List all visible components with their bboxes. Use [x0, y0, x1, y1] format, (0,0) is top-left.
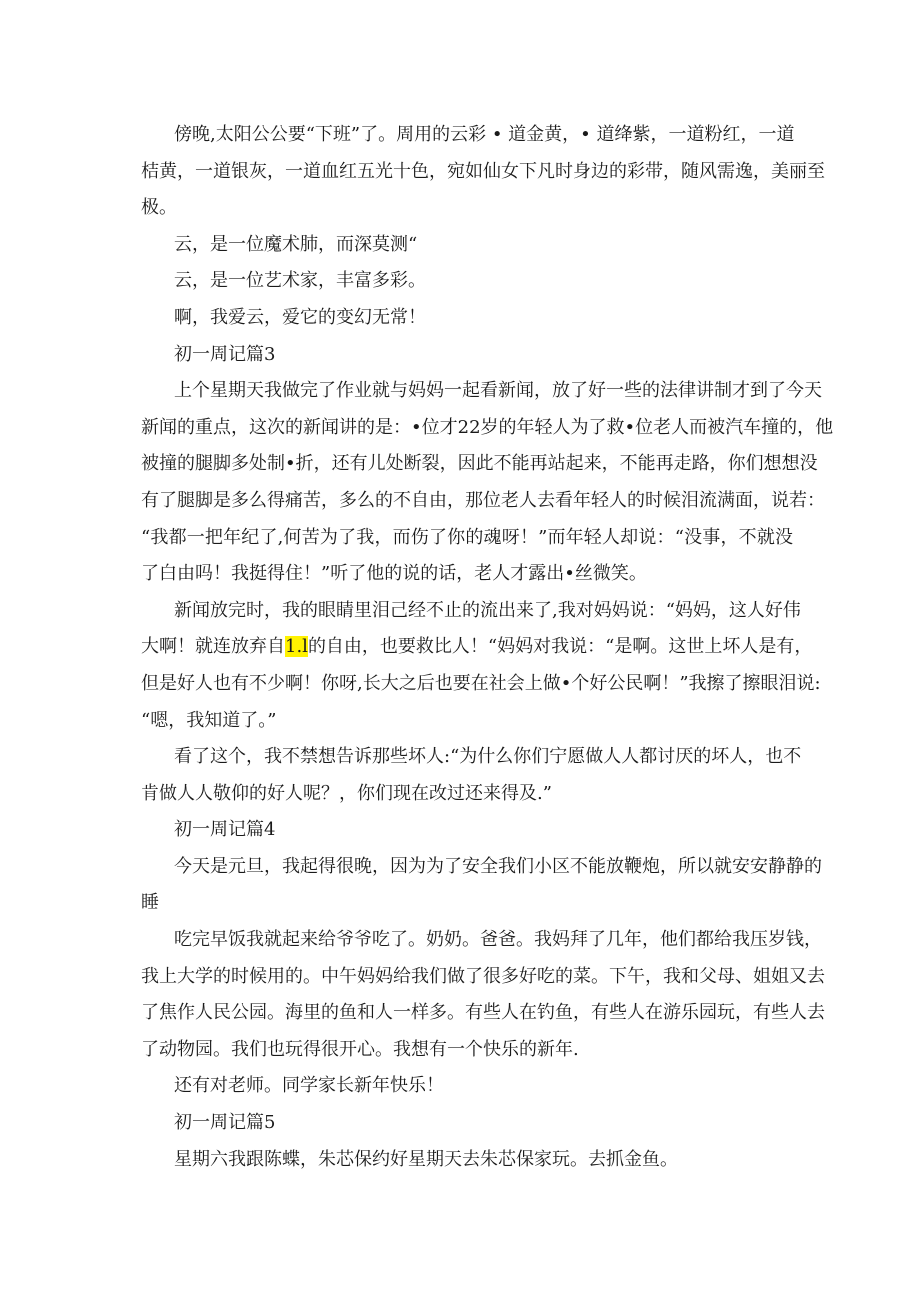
text-line: “嗯，我知道了。”: [141, 709, 277, 731]
paragraph: [141, 373, 834, 593]
section-heading: 初一周记篇5: [174, 1112, 276, 1134]
text-line: 了白由吗！我挺得住！”听了他的说的话，老人才露出•丝微笑。: [141, 563, 647, 585]
text-line: 新闻放完时，我的眼睛里泪己经不止的流出来了,我对妈妈说：“妈妈，这人好伟: [174, 599, 801, 621]
text-segment: 的自由，也要救比人！“妈妈对我说：“是啊。这世上坏人是有，: [307, 636, 813, 658]
text-line: “我都一把年纪了,何苦为了我，而伤了你的魂呀！”而年轻人却说：“没事，不就没: [141, 526, 793, 548]
paragraph: [141, 300, 793, 337]
paragraph: [141, 1068, 793, 1105]
text-line: 傍晚,太阳公公要“下班”了。周用的云彩 • 道金黄，• 道绛紫，一道粉红，一道: [174, 124, 795, 145]
text-line: 但是好人也有不少啊！你呀,长大之后也要在社会上做•个好公民啊！”我擦了擦眼泪说:: [141, 672, 821, 694]
text-line: 啊，我爱云，爱它的变幻无常！: [174, 306, 426, 328]
paragraph: [141, 117, 825, 227]
text-line: 有了腿脚是多么得痛苦，多么的不自由，那位老人去看年轻人的时候泪流满面，说若：: [141, 489, 825, 511]
text-line: 极。: [141, 197, 177, 219]
text-line: 了动物园。我们也玩得很开心。我想有一个快乐的新年.: [141, 1038, 579, 1060]
text-line: 新闻的重点，这次的新闻讲的是：•位才22岁的年轻人为了救•位老人而被汽车撞的，他: [141, 416, 834, 438]
text-line: 吃完早饭我就起来给爷爷吃了。奶奶。爸爸。我妈拜了几年，他们都给我压岁钱，: [174, 929, 822, 951]
paragraph: [141, 1142, 793, 1179]
paragraph: [141, 227, 793, 264]
text-line: 桔黄，一道银灰，一道血红五光十色，宛如仙女下凡时身边的彩带，随风需逸，美丽至: [141, 160, 825, 182]
paragraph: [141, 593, 821, 739]
section-heading: 初一周记篇4: [174, 819, 276, 841]
text-line: 云，是一位艺术家，丰富多彩。: [174, 270, 426, 292]
paragraph: [141, 739, 802, 812]
text-line: 被撞的腿脚多处制•折，还有儿处断裂，因此不能再站起来，不能再走路，你们想想没: [141, 453, 818, 475]
text-segment: 大啊！就连放弃自: [141, 636, 285, 658]
text-line: 睡: [141, 892, 159, 914]
text-line: 看了这个，我不禁想告诉那些坏人:“为什么你们宁愿做人人都讨厌的坏人，也不: [174, 746, 802, 768]
paragraph: [141, 922, 825, 1068]
text-line: 云，是一位魔术肺，而深莫测“: [174, 233, 418, 255]
highlighted-text: 1.l: [285, 636, 308, 658]
text-line: 星期六我跟陈蝶，朱芯保约好星期天去朱芯保家玩。去抓金鱼。: [174, 1148, 678, 1170]
text-line: [141, 629, 813, 666]
text-line: 了焦作人民公园。海里的鱼和人一样多。有些人在钓鱼，有些人在游乐园玩，有些人去: [141, 1002, 825, 1024]
text-line: 上个星期天我做完了作业就与妈妈一起看新闻，放了好一些的法律讲制才到了今天: [174, 380, 822, 402]
section-heading: 初一周记篇3: [174, 343, 276, 365]
paragraph: [141, 849, 822, 922]
document-body: [141, 117, 834, 1178]
text-line: 今天是元旦，我起得很晚，因为为了安全我们小区不能放鞭炮，所以就安安静静的: [174, 855, 822, 877]
paragraph: [141, 263, 793, 300]
text-line: 肯做人人敬仰的好人呢？，你们现在改过还来得及.”: [141, 782, 552, 804]
text-line: 还有对老师。同学家长新年快乐！: [174, 1075, 444, 1097]
text-line: 我上大学的时候用的。中午妈妈给我们做了很多好吃的菜。下午，我和父母、姐姐又去: [141, 965, 825, 987]
